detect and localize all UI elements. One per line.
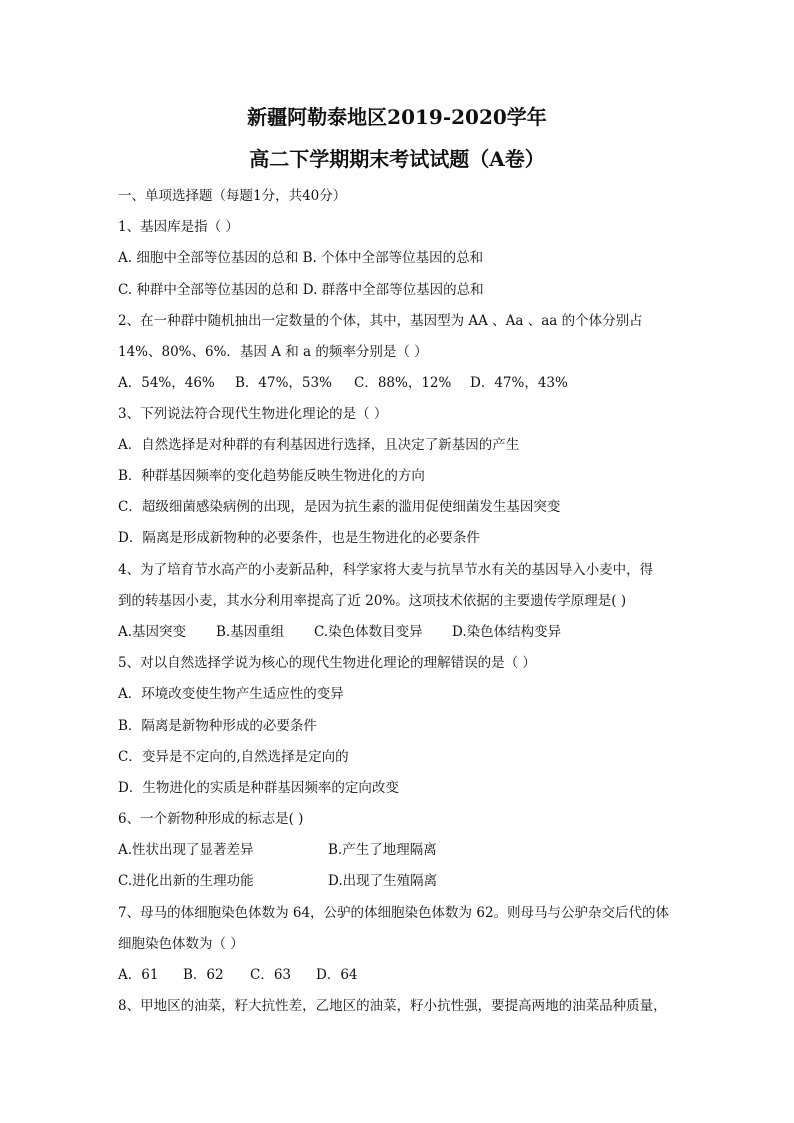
question-3-option-c: C．超级细菌感染病例的出现，是因为抗生素的滥用促使细菌发生基因突变 (118, 499, 561, 515)
question-2-stem-line1: 2、在一种群中随机抽出一定数量的个体，其中，基因型为 AA 、Aa 、aa 的个体分别占 (118, 313, 643, 329)
question-1-stem: 1、基因库是指（ ） (118, 219, 239, 235)
question-7-option-d: D．64 (316, 967, 358, 983)
question-4-stem-line2: 到的转基因小麦，其水分利用率提高了近 20%。这项技术依据的主要遗传学原理是( ) (118, 593, 627, 609)
question-3-option-a: A．自然选择是对种群的有利基因进行选择，且决定了新基因的产生 (118, 437, 520, 453)
question-2-option-c: C．88%，12% (354, 375, 452, 391)
question-6-stem: 6、一个新物种形成的标志是( ) (118, 811, 304, 827)
question-4-stem-line1: 4、为了培育节水高产的小麦新品种，科学家将大麦与抗旱节水有关的基因导入小麦中，得 (118, 562, 654, 578)
question-4-option-d: D.染色体结构变异 (452, 624, 562, 640)
question-4-option-a: A.基因突变 (118, 624, 187, 640)
question-5-option-b: B．隔离是新物种形成的必要条件 (118, 718, 317, 734)
question-2-option-b: B．47%，53% (235, 375, 332, 391)
question-8-stem-line1: 8、甲地区的油菜，籽大抗性差，乙地区的油菜，籽小抗性强，要提高两地的油菜品种质量， (118, 998, 667, 1014)
question-5-option-a: A．环境改变使生物产生适应性的变异 (118, 686, 344, 702)
question-3-option-d: D．隔离是形成新物种的必要条件，也是生物进化的必要条件 (118, 530, 480, 546)
question-6-option-d: D.出现了生殖隔离 (328, 873, 438, 889)
question-6-option-a: A.性状出现了显著差异 (118, 842, 254, 858)
question-2-stem-line2: 14%、80%、6%．基因 A 和 a 的频率分别是（ ） (118, 344, 428, 360)
exam-title-line2: 高二下学期期末考试试题（A卷） (249, 147, 545, 171)
question-5-option-d: D．生物进化的实质是种群基因频率的定向改变 (118, 780, 399, 796)
question-7-option-c: C．63 (250, 967, 292, 983)
question-1-options-cd: C. 种群中全部等位基因的总和 D. 群落中全部等位基因的总和 (118, 282, 484, 298)
question-2-option-d: D．47%，43% (470, 375, 568, 391)
question-4-option-b: B.基因重组 (216, 624, 285, 640)
question-7-stem-line2: 细胞染色体数为（ ） (118, 936, 244, 952)
question-7-option-a: A．61 (118, 967, 159, 983)
question-6-option-c: C.进化出新的生理功能 (118, 873, 254, 889)
question-4-option-c: C.染色体数目变异 (314, 624, 423, 640)
question-6-option-b: B.产生了地理隔离 (328, 842, 437, 858)
question-3-option-b: B．种群基因频率的变化趋势能反映生物进化的方向 (118, 468, 425, 484)
question-7-option-b: B．62 (183, 967, 224, 983)
question-3-stem: 3、下列说法符合现代生物进化理论的是（ ） (118, 406, 388, 422)
question-5-option-c: C．变异是不定向的,自然选择是定向的 (118, 749, 349, 765)
section-heading: 一、单项选择题（每题1分，共40分） (118, 188, 347, 204)
exam-title-line1: 新疆阿勒泰地区2019-2020学年 (247, 105, 547, 129)
question-1-options-ab: A. 细胞中全部等位基因的总和 B. 个体中全部等位基因的总和 (118, 250, 484, 266)
question-5-stem: 5、对以自然选择学说为核心的现代生物进化理论的理解错误的是（ ） (118, 655, 536, 671)
question-2-option-a: A．54%，46% (118, 375, 215, 391)
question-7-stem-line1: 7、母马的体细胞染色体数为 64，公驴的体细胞染色体数为 62。则母马与公驴杂交后代的体 (118, 905, 670, 921)
